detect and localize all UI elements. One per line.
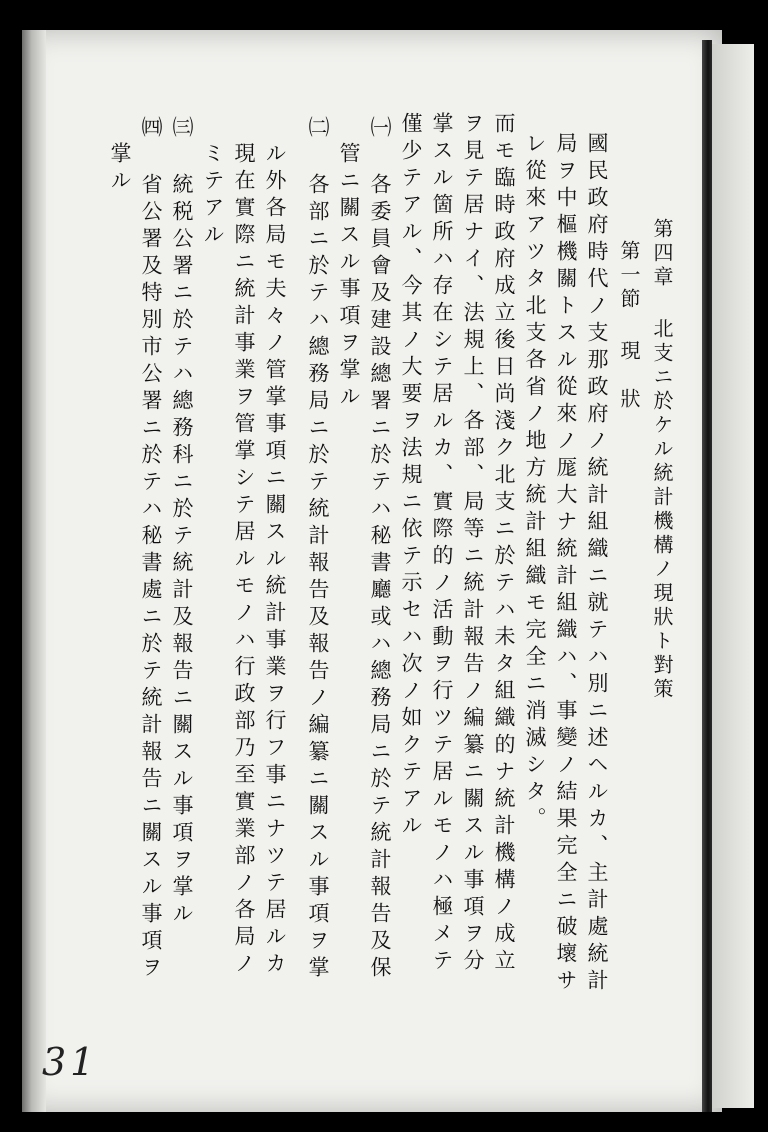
text-column: ヲ見テ居ナイ、法規上、各部、局等ニ統計報告ノ編纂ニ關スル事項ヲ分 [461, 112, 485, 976]
text-column: 僅少テアル、今其ノ大要ヲ法規ニ依テ示セハ次ノ如クテアル [399, 112, 423, 841]
page-number: 31 [42, 1040, 99, 1084]
list-item-1: ㈠ 各委員會及建設總署ニ於テハ秘書廳或ハ總務局ニ於テ統計報告及保 [368, 116, 392, 983]
text-column: ミテアル [201, 142, 225, 250]
list-item-3: ㈢ 統税公署ニ於テハ總務科ニ於テ統計及報告ニ關スル事項ヲ掌ル [170, 116, 194, 929]
page-left-edge [22, 30, 46, 1112]
chapter-title: 第四章 北支ニ於ケル統計機構ノ現狀ト對策 [650, 218, 674, 702]
text-column: レ從來アツタ北支各省ノ地方統計組織モ完全ニ消滅シタ。 [523, 132, 547, 834]
list-item-2: ㈡ 各部ニ於テハ總務局ニ於テ統計報告及報告ノ編纂ニ關スル事項ヲ掌 [306, 116, 330, 983]
text-column: 國民政府時代ノ支那政府ノ統計組織ニ就テハ別ニ述ヘルカ、主計處統計 [585, 132, 609, 996]
facing-page-edge [712, 44, 754, 1108]
text-column: 掌スル箇所ハ存在シテ居ルカ、實際的ノ活動ヲ行ツテ居ルモノハ極メテ [430, 112, 454, 976]
text-column: ル外各局モ夫々ノ管掌事項ニ關スル統計事業ヲ行フ事ニナツテ居ルカ [263, 142, 287, 979]
text-column: 掌ル [108, 142, 132, 196]
section-title: 第一節 現 狀 [617, 240, 641, 412]
text-column: 局ヲ中樞機關トスル從來ノ厖大ナ統計組織ハ、事變ノ結果完全ニ破壞サ [554, 132, 578, 996]
text-column: 現在實際ニ統計事業ヲ管掌シテ居ルモノハ行政部乃至實業部ノ各局ノ [232, 142, 256, 979]
list-item-4: ㈣ 省公署及特別市公署ニ於テハ秘書處ニ於テ統計報告ニ關スル事項ヲ [139, 116, 163, 983]
text-column: 而モ臨時政府成立後日尚淺ク北支ニ於テハ未タ組織的ナ統計機構ノ成立 [492, 112, 516, 976]
book-spine [702, 40, 712, 1112]
text-column: 管ニ關スル事項ヲ掌ル [337, 142, 361, 412]
